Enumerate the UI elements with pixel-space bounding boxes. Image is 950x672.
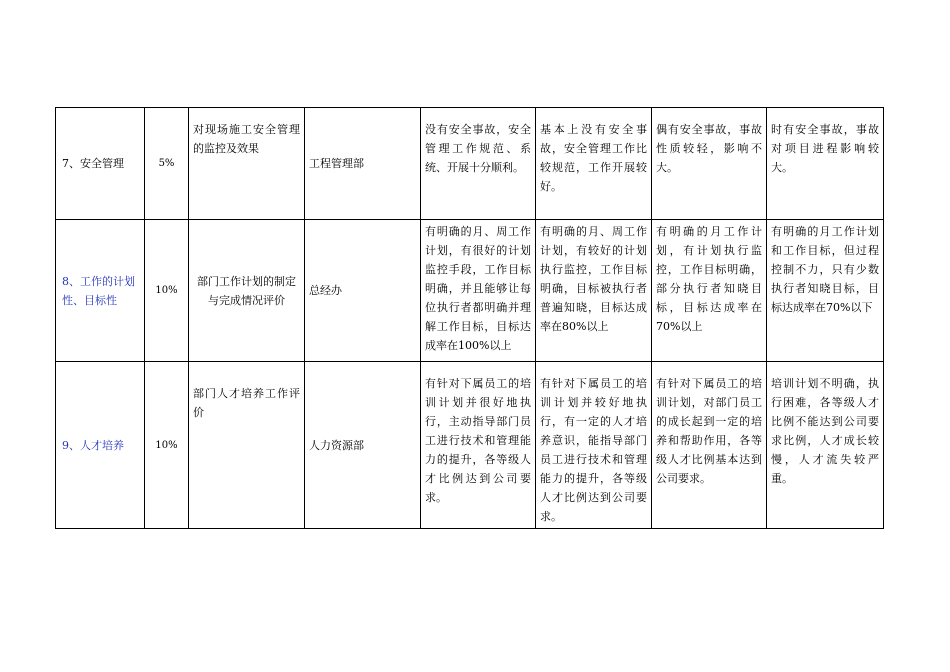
table-row: [56, 108, 884, 220]
grade-fair: 有明确的月工作计划，有计划执行监控，工作目标明确，部分执行者知晓目标，目标达成率在70%以上: [652, 220, 767, 362]
grade-fair: 有针对下属员工的培训计划，对部门员工的成长起到一定的培养和帮助作用，各等级人才比例基本达到公司要求。: [652, 362, 767, 529]
table-row: [56, 362, 884, 529]
item-content: 对现场施工安全管理的监控及效果: [189, 108, 305, 220]
item-name: 7、安全管理: [56, 108, 145, 220]
grade-poor: 时有安全事故，事故对项目进程影响较大。: [767, 108, 884, 220]
grade-good: 有明确的月、周工作计划，有较好的计划执行监控，工作目标明确，目标被执行者普遍知晓，目标达成率在80%以上: [536, 220, 652, 362]
table-row: [56, 220, 884, 362]
item-name: 8、工作的计划性、目标性: [56, 220, 145, 362]
item-department: 工程管理部: [305, 108, 421, 220]
grade-good: 有针对下属员工的培训计划并较好地执行，有一定的人才培养意识，能指导部门员工进行技术和管理能力的提升，各等级人才比例达到公司要求。: [536, 362, 652, 529]
grade-excellent: 有针对下属员工的培训计划并很好地执行，主动指导部门员工进行技术和管理能力的提升，各等级人才比例达到公司要求。: [421, 362, 536, 529]
item-weight: 10%: [145, 362, 189, 529]
evaluation-table: [55, 107, 884, 529]
item-content: 部门工作计划的制定与完成情况评价: [189, 220, 305, 362]
item-content: 部门人才培养工作评价: [189, 362, 305, 529]
item-department: 人力资源部: [305, 362, 421, 529]
grade-poor: 培训计划不明确，执行困难，各等级人才比例不能达到公司要求比例，人才成长较慢，人才流失较严重。: [767, 362, 884, 529]
grade-good: 基本上没有安全事故，安全管理工作比较规范，工作开展较好。: [536, 108, 652, 220]
item-department: 总经办: [305, 220, 421, 362]
grade-fair: 偶有安全事故，事故性质较轻，影响不大。: [652, 108, 767, 220]
item-name: 9、人才培养: [56, 362, 145, 529]
grade-excellent: 有明确的月、周工作计划，有很好的计划监控手段，工作目标明确，并且能够让每位执行者都明确并理解工作目标，目标达成率在100%以上: [421, 220, 536, 362]
item-weight: 5%: [145, 108, 189, 220]
grade-poor: 有明确的月工作计划和工作目标，但过程控制不力，只有少数执行者知晓目标，目标达成率在70%以下: [767, 220, 884, 362]
item-weight: 10%: [145, 220, 189, 362]
grade-excellent: 没有安全事故，安全管理工作规范、系统、开展十分顺利。: [421, 108, 536, 220]
